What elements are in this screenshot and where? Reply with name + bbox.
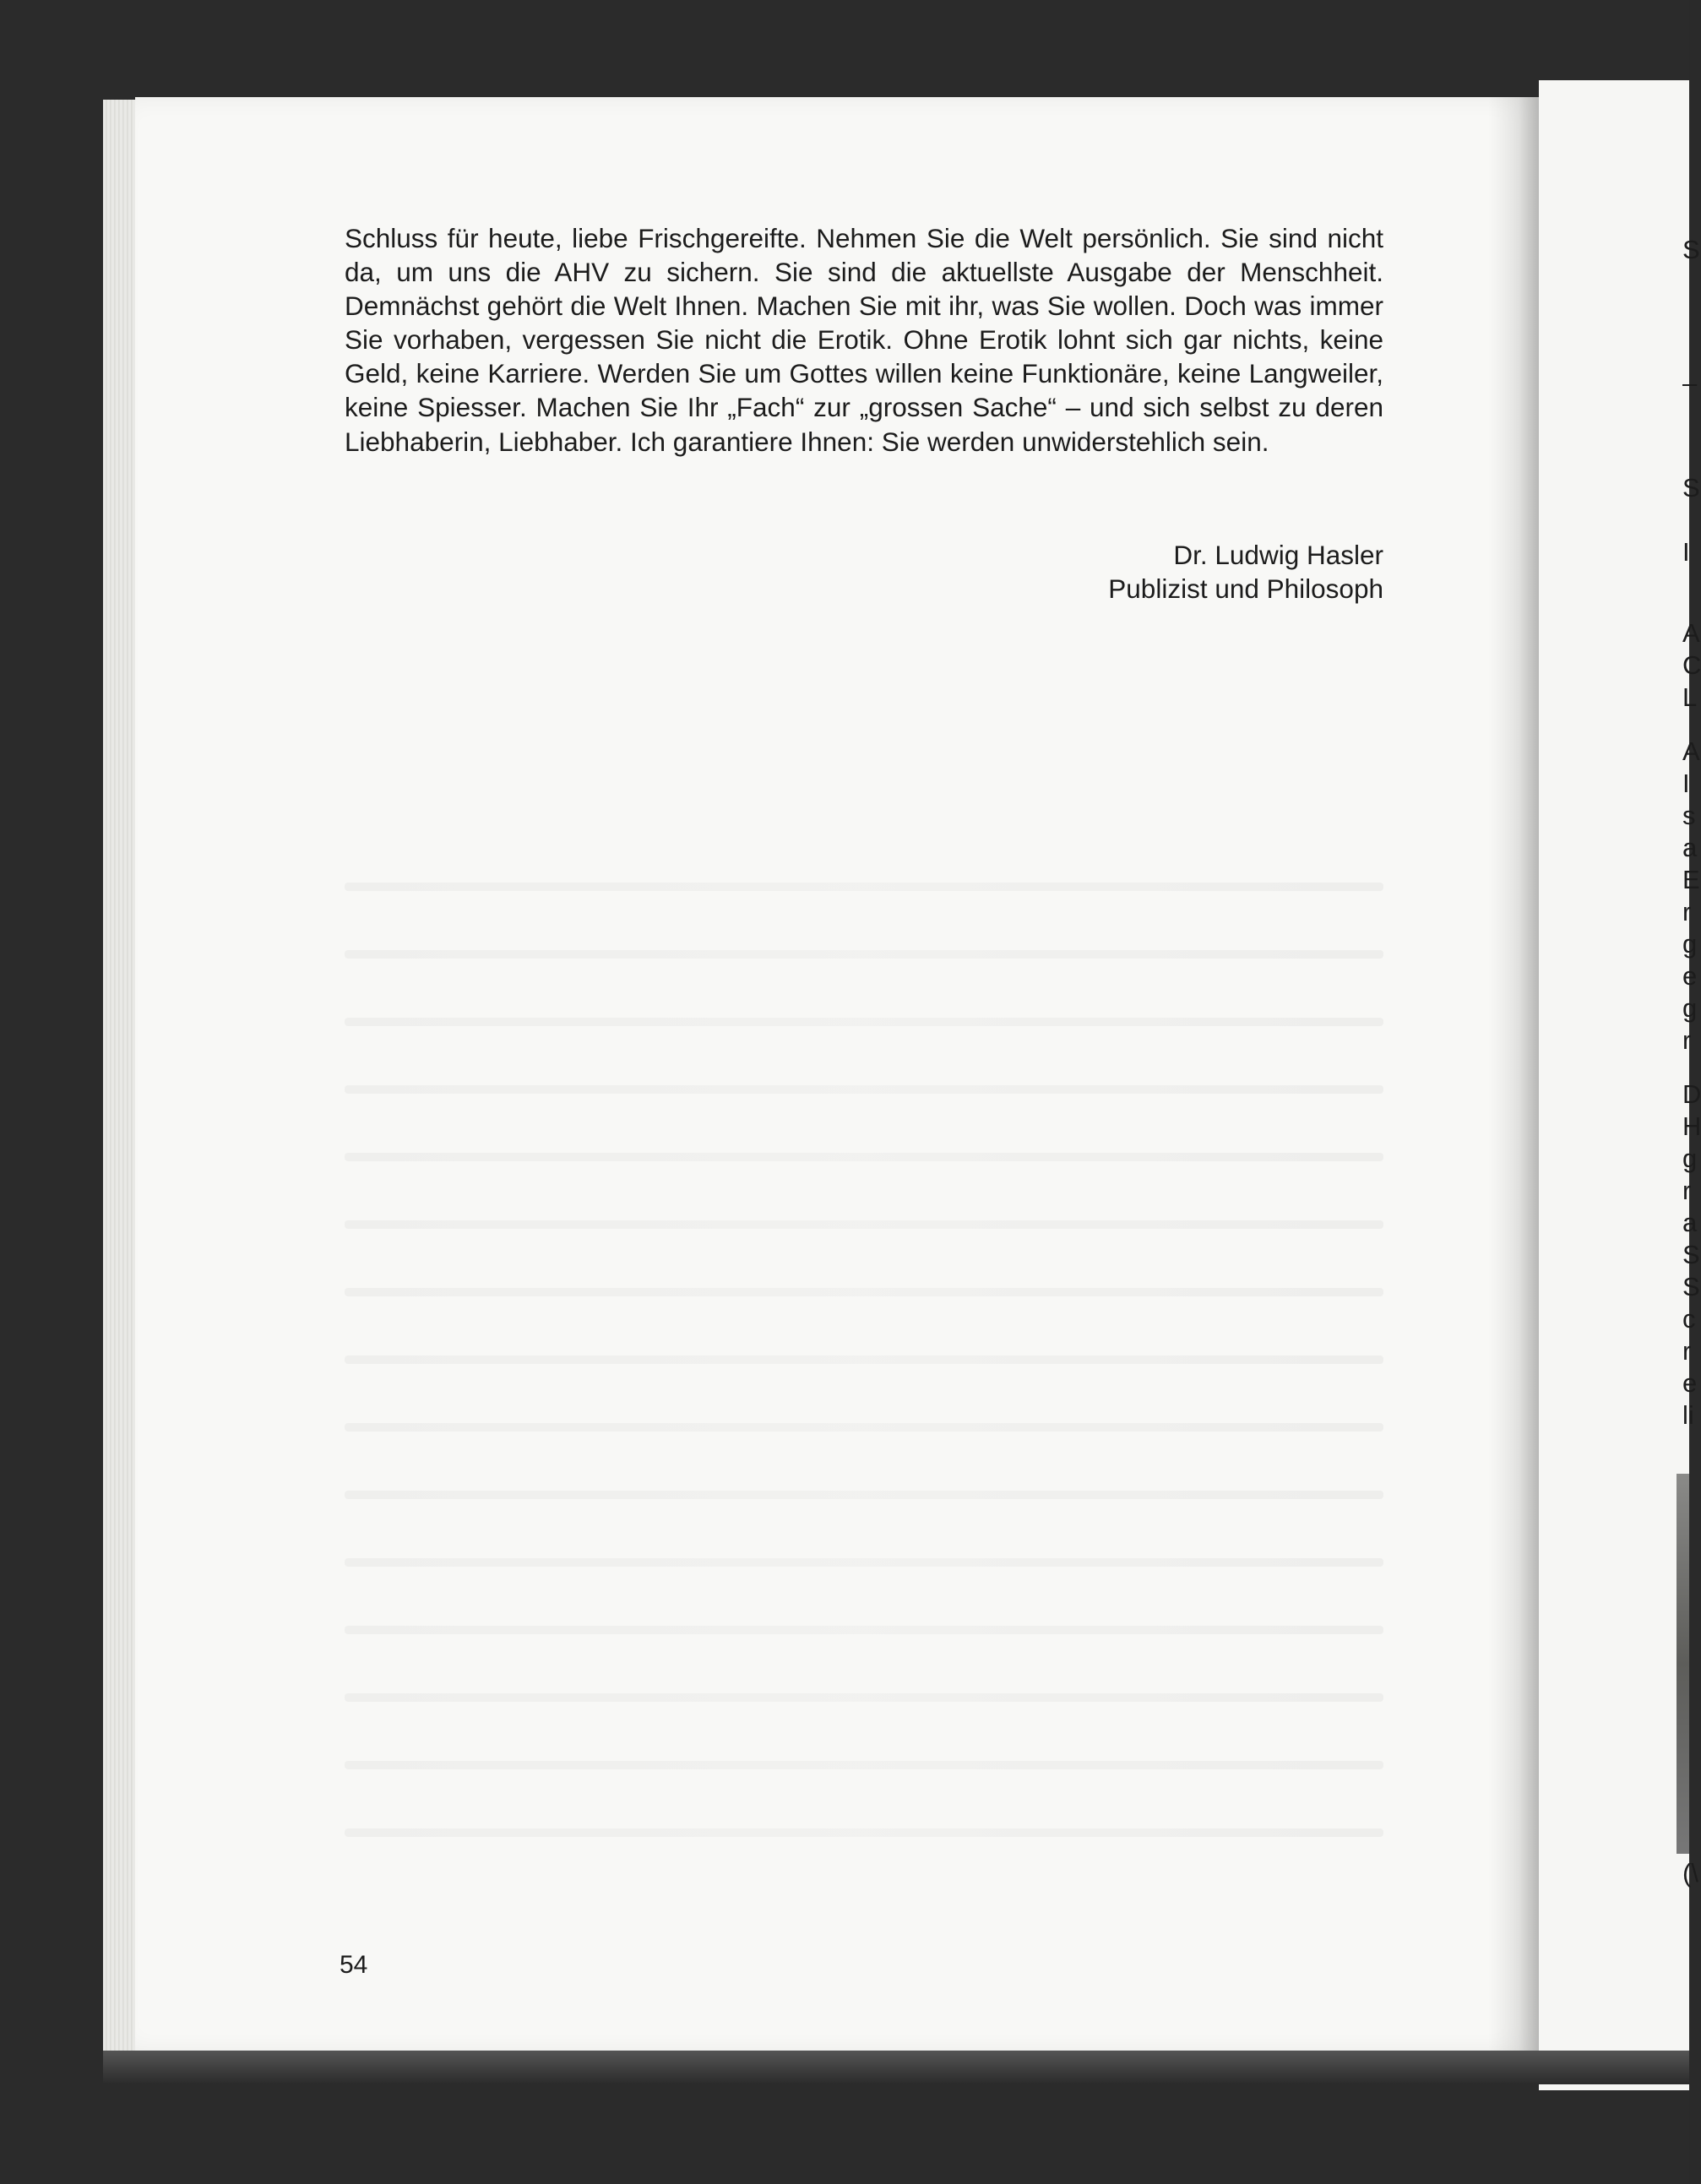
right-page-edge-letter: – [1682, 368, 1698, 398]
page-number: 54 [340, 1951, 368, 1979]
bleed-through-line [345, 1220, 1383, 1229]
right-page-edge-letter: D [1682, 1079, 1701, 1109]
right-page-edge-letter: r [1682, 897, 1692, 926]
author-name: Dr. Ludwig Hasler [1173, 540, 1383, 570]
right-page-edge-letter: I [1682, 537, 1690, 567]
bleed-through-line [345, 1085, 1383, 1094]
right-page-edge-letter: g [1682, 993, 1698, 1023]
right-page-edge-letter: (\ [1682, 1858, 1698, 1888]
bleed-through-line [345, 883, 1383, 891]
bleed-through-line [345, 1626, 1383, 1634]
right-page-edge-letter: S [1682, 1272, 1700, 1301]
bottom-scan-shadow [103, 2051, 1689, 2084]
right-page-edge-letter: e [1682, 961, 1698, 991]
right-page-edge-letter: a [1682, 1208, 1698, 1237]
right-page-edge-letter: g [1682, 929, 1698, 959]
right-page-edge-letter: S [1682, 1240, 1700, 1269]
right-page-edge-letter: a [1682, 833, 1698, 862]
right-page-edge-letter: A [1682, 618, 1700, 648]
right-page-edge-letter: A [1682, 736, 1700, 766]
right-page-edge-letter: C [1682, 650, 1701, 680]
bleed-through-line [345, 1153, 1383, 1161]
bleed-through-line [345, 1355, 1383, 1364]
right-page-edge-letter: I [1682, 769, 1690, 798]
bleed-through-line [345, 1491, 1383, 1499]
bleed-through-line [345, 1423, 1383, 1432]
right-page-edge-letter: li [1682, 1400, 1694, 1430]
right-page-edge-letter: g [1682, 1144, 1698, 1173]
bleed-through-line [345, 1761, 1383, 1769]
right-page-partial [1539, 80, 1692, 2090]
signature-block [887, 538, 1383, 606]
bleed-through-line [345, 950, 1383, 959]
bleed-through-line [345, 1828, 1383, 1837]
bleed-through-line [345, 1558, 1383, 1567]
bleed-through-line [345, 1018, 1383, 1026]
stacked-page-edges [103, 100, 137, 2051]
bleed-through-line [345, 1693, 1383, 1702]
right-page-edge-letter: r [1682, 1336, 1692, 1366]
closing-paragraph: Schluss für heute, liebe Frischgereifte. Nehmen Sie die Welt persönlich. Sie sind nicht da, um uns die AHV zu sichern. Sie sind die aktuellste Ausgabe der Menschheit. Demnächst gehört die Welt Ihnen. Machen Sie mit ihr, was Sie wollen. Doch was immer Sie vorhaben, vergessen Sie nicht die Erotik. Ohne Erotik lohnt sich gar nichts, keine Geld, keine Karriere. Werden Sie um Gottes willen keine Funktionäre, keine Langweiler, keine Spiesser. Machen Sie Ihr „Fach“ zur „grossen Sache“ – und sich selbst zu deren Liebhaberin, Liebhaber. Ich garantiere Ihnen: Sie werden unwiderstehlich sein. [345, 223, 1383, 457]
right-page-edge-letter: E [1682, 865, 1700, 894]
author-role: Publizist und Philosoph [1108, 573, 1383, 604]
right-page-photo-edge [1677, 1474, 1689, 1854]
right-page-edge-letter: r [1682, 1025, 1692, 1055]
right-page-edge-letter: S [1682, 473, 1700, 503]
right-page-edge-letter: e [1682, 1368, 1698, 1398]
right-page-edge-letter: c [1682, 1304, 1696, 1334]
right-page-edge-letter: s [1682, 801, 1696, 830]
right-page-edge-letter: r [1682, 1176, 1692, 1205]
bleed-through-line [345, 1288, 1383, 1296]
right-page-edge-letter: L [1682, 682, 1698, 712]
book-gutter-shadow [1488, 97, 1539, 2052]
right-page-edge-letter: S [1682, 235, 1700, 264]
right-page-edge-letter: H [1682, 1111, 1701, 1141]
